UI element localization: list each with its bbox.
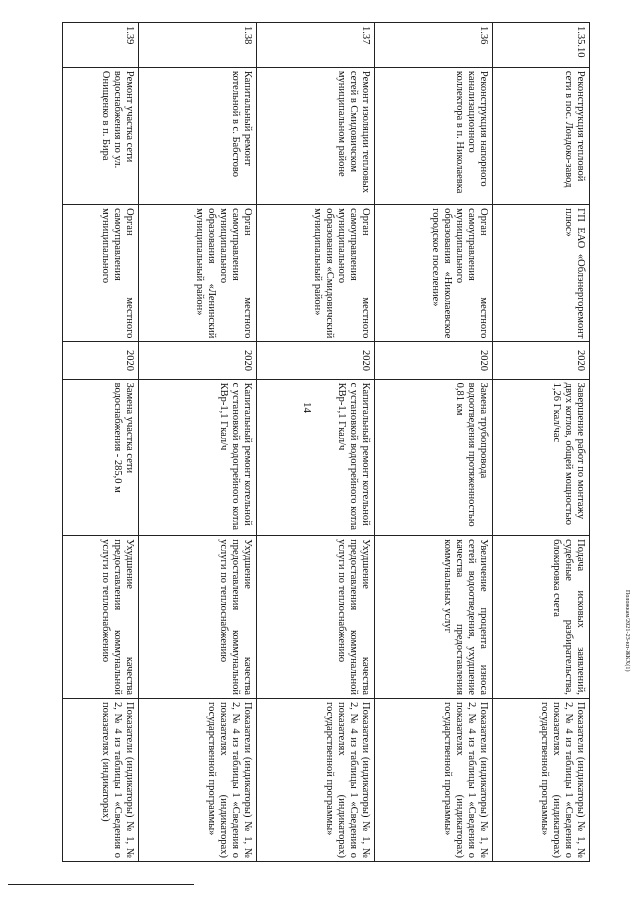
indicator-cell: Показатели (индикаторы) № 1, № 2, № 4 из таблицы 1 «Сведения о показателях (индикаторах) государственной программы» bbox=[493, 699, 590, 862]
rotated-table-container bbox=[62, 22, 590, 862]
row-number-cell: 1.38 bbox=[138, 23, 256, 68]
year-cell: 2020 bbox=[374, 342, 492, 379]
effect-cell: Ухудшение качества предоставления коммунальной услуги по теплоснабжению bbox=[138, 536, 256, 699]
row-number-cell: 1.35.10 bbox=[493, 23, 590, 68]
executor-cell: Орган местного самоуправления муниципального образования «Смидовичский муниципальный район» bbox=[256, 205, 374, 342]
row-number-cell: 1.37 bbox=[256, 23, 374, 68]
indicator-cell: Показатели (индикаторы) № 1, № 2, № 4 из таблицы 1 «Сведения о показателях (индикаторах) bbox=[63, 699, 139, 862]
year-cell: 2020 bbox=[138, 342, 256, 379]
table-row bbox=[138, 23, 256, 862]
executor-cell: Орган местного самоуправления муниципального bbox=[63, 205, 139, 342]
table-row bbox=[256, 23, 374, 862]
row-number-cell: 1.39 bbox=[63, 23, 139, 68]
object-cell: Реконструкция напорного канализационного коллектора в п. Николаевка bbox=[374, 67, 492, 204]
result-cell: Завершение работ по монтажу двух котлов, общей мощностью 1,26 Гкал/час bbox=[493, 379, 590, 536]
executor-cell: ГП ЕАО «Облэнергоремонт плюс» bbox=[493, 205, 590, 342]
result-cell: Замена трубопровода водоотведения протяженностью 0,81 км bbox=[374, 379, 492, 536]
object-cell: Ремонт участка сети водоснабжения по ул. Онищенко в п. Бира bbox=[63, 67, 139, 204]
year-cell: 2020 bbox=[63, 342, 139, 379]
indicator-cell: Показатели (индикаторы) № 1, № 2, № 4 из таблицы 1 «Сведения о показателях (индикаторах) государственной программы» bbox=[256, 699, 374, 862]
table-row bbox=[493, 23, 590, 862]
indicator-cell: Показатели (индикаторы) № 1, № 2, № 4 из таблицы 1 «Сведения о показателях (индикаторах) государственной программы» bbox=[374, 699, 492, 862]
effect-cell: Ухудшение качества предоставления коммунальной услуги по теплоснабжению bbox=[256, 536, 374, 699]
executor-cell: Орган местного самоуправления муниципального образования «Николаевское городское поселение» bbox=[374, 205, 492, 342]
page-number: 14 bbox=[301, 402, 313, 413]
footnote-rule bbox=[8, 884, 194, 885]
year-cell: 2020 bbox=[493, 342, 590, 379]
executor-cell: Орган местного самоуправления муниципального образования «Ленинский муниципальный район» bbox=[138, 205, 256, 342]
object-cell: Ремонт изоляции тепловых сетей в Смидовичском муниципальном районе bbox=[256, 67, 374, 204]
effect-cell: Подача исковых заявлений, судебные разбирательства, блокировка счета bbox=[493, 536, 590, 699]
table-body bbox=[63, 23, 590, 862]
indicator-cell: Показатели (индикаторы) № 1, № 2, № 4 из таблицы 1 «Сведения о показателях (индикаторах) государственной программы» bbox=[138, 699, 256, 862]
program-activities-table bbox=[62, 22, 590, 862]
effect-cell: Ухудшение качества предоставления коммунальной услуги по теплоснабжению bbox=[63, 536, 139, 699]
year-cell: 2020 bbox=[256, 342, 374, 379]
effect-cell: Увеличение процента износа сетей водоотведения, ухудшение качества предоставления коммунальных услуг bbox=[374, 536, 492, 699]
result-cell: Замена участка сети водоснабжения - 285,0 м bbox=[63, 379, 139, 536]
result-cell: Капитальный ремонт котельной с установкой водогрейного котла КВр-1,1 Гкал/ч bbox=[138, 379, 256, 536]
table-row bbox=[63, 23, 139, 862]
result-cell: Капитальный ремонт котельной с установкой водогрейного котла КВр-1,1 Гкал/ч bbox=[256, 379, 374, 536]
table-row bbox=[374, 23, 492, 862]
row-number-cell: 1.36 bbox=[374, 23, 492, 68]
object-cell: Реконструкция тепловой сети в пос. Лондоко-завод bbox=[493, 67, 590, 204]
object-cell: Капитальный ремонт котельной в с. Бабстово bbox=[138, 67, 256, 204]
footer-document-id: Положкам/2021-23-кп-ЖКХ(1) bbox=[624, 590, 630, 672]
